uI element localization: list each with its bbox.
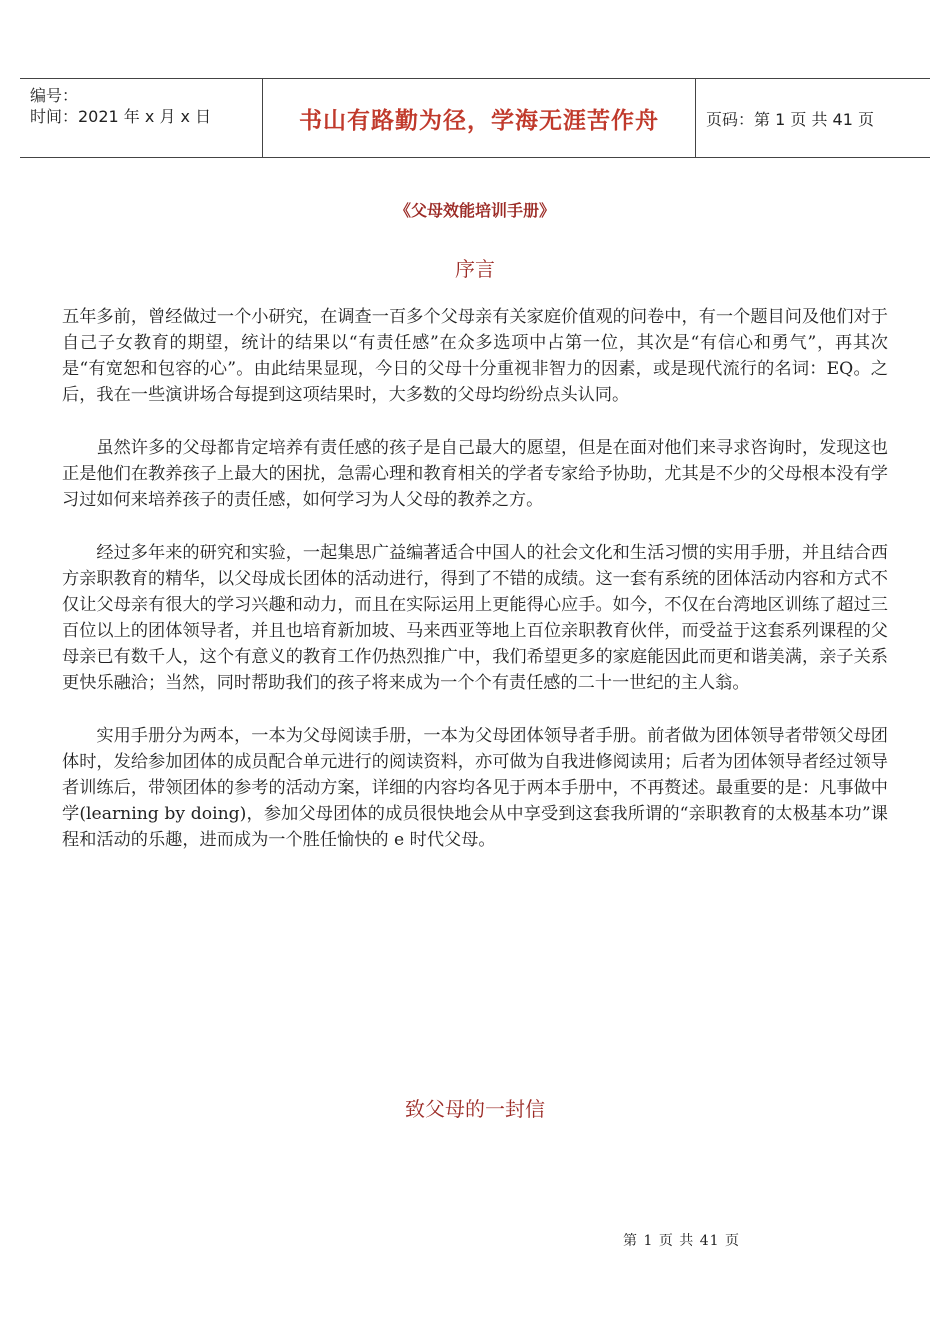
header-meta: [20, 79, 263, 157]
date-label: 时间：2021 年 x 月 x 日: [30, 107, 212, 126]
header-motto: 书山有路勤为径，学海无涯苦作舟: [263, 79, 696, 157]
preface-heading: 序言: [455, 257, 495, 281]
paragraph: 五年多前，曾经做过一个小研究，在调查一百多个父母亲有关家庭价值观的问卷中，有一个题目问及他们对于自己子女教育的期望，统计的结果以“有责任感”在众多选项中占第一位，其次是“有信心和勇气”，再其次是“有宽恕和包容的心”。由此结果显现，今日的父母十分重视非智力的因素，或是现代流行的名词：EQ。之后，我在一些演讲场合每提到这项结果时，大多数的父母均纷纷点头认同。: [62, 307, 888, 405]
serial-number-label: 编号：: [30, 86, 79, 105]
preface-body: [62, 304, 888, 880]
header-page-info: 页码：第 1 页 共 41 页: [706, 109, 874, 129]
page-header: [20, 78, 930, 158]
page-footer: 第 1 页 共 41 页: [623, 1233, 740, 1249]
paragraph: 经过多年来的研究和实验，一起集思广益编著适合中国人的社会文化和生活习惯的实用手册，并且结合西方亲职教育的精华，以父母成长团体的活动进行，得到了不错的成绩。这一套有系统的团体活动内容和方式不仅让父母亲有很大的学习兴趣和动力，而且在实际运用上更能得心应手。如今，不仅在台湾地区训练了超过三百位以上的团体领导者，并且也培育新加坡、马来西亚等地上百位亲职教育伙伴，而受益于这套系列课程的父母亲已有数千人，这个有意义的教育工作仍热烈推广中，我们希望更多的家庭能因此而更和谐美满，亲子关系更快乐融洽；当然，同时帮助我们的孩子将来成为一个个有责任感的二十一世纪的主人翁。: [62, 543, 888, 693]
paragraph: 虽然许多的父母都肯定培养有责任感的孩子是自己最大的愿望，但是在面对他们来寻求咨询时，发现这也正是他们在教养孩子上最大的困扰，急需心理和教育相关的学者专家给予协助，尤其是不少的父母根本没有学习过如何来培养孩子的责任感，如何学习为人父母的教养之方。: [62, 438, 888, 510]
document-title: 《父母效能培训手册》: [394, 201, 555, 220]
paragraph: 实用手册分为两本，一本为父母阅读手册，一本为父母团体领导者手册。前者做为团体领导者带领父母团体时，发给参加团体的成员配合单元进行的阅读资料，亦可做为自我进修阅读用；后者为团体领导者经过领导者训练后，带领团体的参考的活动方案，详细的内容均各见于两本手册中，不再赘述。最重要的是：凡事做中学(learning by doing)，参加父母团体的成员很快地会从中享受到这套我所谓的“亲职教育的太极基本功”课程和活动的乐趣，进而成为一个胜任愉快的 e 时代父母。: [62, 726, 888, 850]
letter-heading: 致父母的一封信: [405, 1097, 545, 1121]
